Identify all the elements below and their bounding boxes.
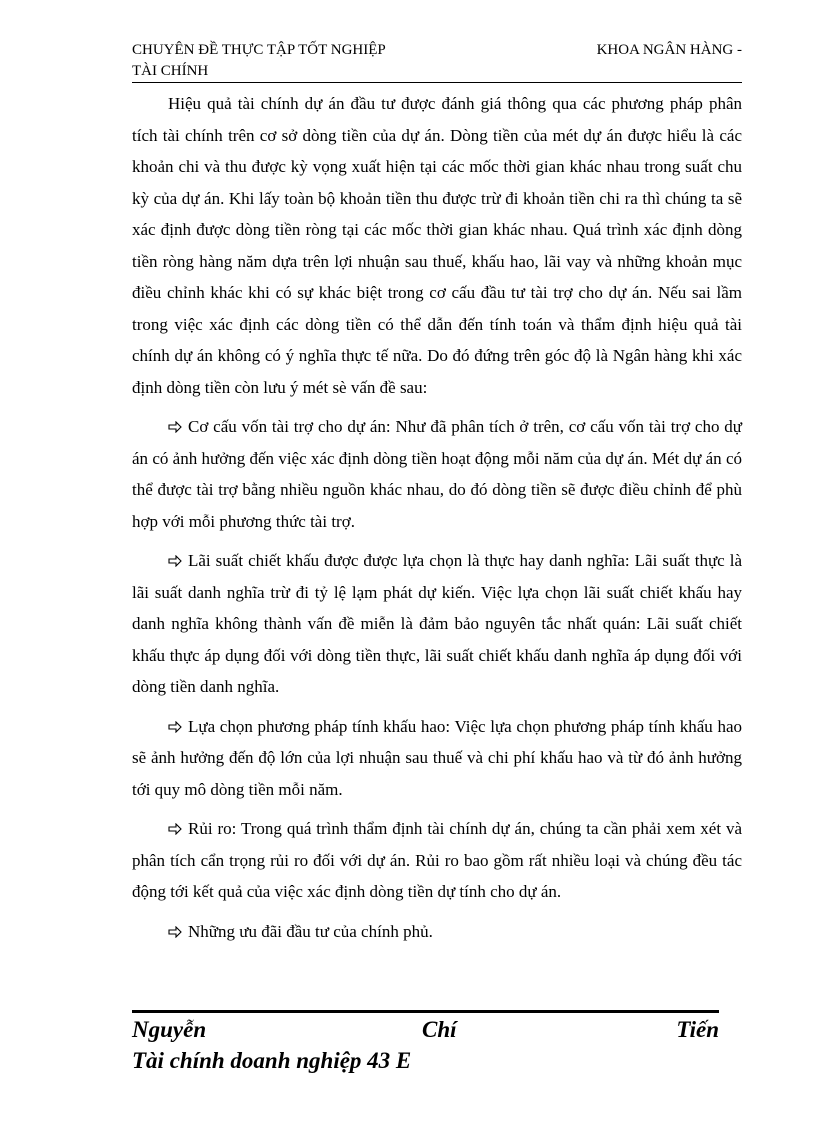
bullet-paragraph <box>132 711 742 806</box>
header-department: KHOA NGÂN HÀNG - <box>596 42 742 58</box>
bullet-paragraph <box>132 411 742 537</box>
bullet-paragraph <box>132 916 742 948</box>
bullet-paragraph <box>132 813 742 908</box>
paragraph-text: Lãi suất chiết khấu được được lựa chọn là thực hay danh nghĩa: Lãi suất thực là lãi suất danh nghĩa trừ đi tỷ lệ lạm phát dự kiến. Việc lựa chọn lãi suất chiết khấu hay danh nghĩa không thành vấn đề miễn là đảm bảo nguyên tắc nhất quán: Lãi suất chiết khấu thực áp dụng đối với dòng tiền thực, lãi suất chiết khấu danh nghĩa áp dụng đối với dòng tiền danh nghĩa. <box>132 551 742 696</box>
right-arrow-icon <box>168 421 182 433</box>
paragraph-text: Lựa chọn phương pháp tính khấu hao: Việc lựa chọn phương pháp tính khấu hao sẽ ảnh hưởng đến độ lớn của lợi nhuận sau thuế và chi phí khấu hao và từ đó ảnh hưởng tới quy mô dòng tiền mỗi năm. <box>132 716 742 799</box>
right-arrow-icon <box>168 823 182 835</box>
footer-divider <box>132 1010 719 1013</box>
page-footer <box>132 1014 719 1076</box>
page-header <box>132 40 742 83</box>
right-arrow-icon <box>168 926 182 938</box>
right-arrow-icon <box>168 555 182 567</box>
paragraph-text: Hiệu quả tài chính dự án đầu tư được đánh giá thông qua các phương pháp phân tích tài chính trên cơ sở dòng tiền của dự án. Dòng tiền của mét dự án được hiểu là các khoản chi và thu được kỳ vọng xuất hiện tại các mốc thời gian khác nhau trong suất chu kỳ của dự án. Khi lấy toàn bộ khoản tiền thu được trừ đi khoản tiền chi ra thì chúng ta sẽ xác định được dòng tiền ròng tại các mốc thời gian khác nhau. Quá trình xác định dòng tiền ròng hàng năm dựa trên lợi nhuận sau thuế, khấu hao, lãi vay và những khoản mục điều chỉnh khác khi có sự khác biệt trong cơ cấu đầu tư tài trợ cho dự án. Nếu sai lầm trong việc xác định các dòng tiền có thể dẫn đến tính toán và thẩm định hiệu quả tài chính dự án không có ý nghĩa thực tế nữa. Do đó đứng trên góc độ là Ngân hàng khi xác định dòng tiền còn lưu ý mét sè vấn đề sau: <box>132 94 742 397</box>
bullet-paragraph <box>132 545 742 703</box>
paragraph-text: Cơ cấu vốn tài trợ cho dự án: Như đã phân tích ở trên, cơ cấu vốn tài trợ cho dự án có ảnh hưởng đến việc xác định dòng tiền hoạt động mỗi năm của dự án. Mét dự án có thể được tài trợ bằng nhiều nguồn khác nhau, do đó dòng tiền sẽ được điều chỉnh để phù hợp với mỗi phương thức tài trợ. <box>132 417 742 531</box>
author-given-name: Tiến <box>676 1017 719 1042</box>
author-surname: Nguyễn <box>132 1017 207 1042</box>
header-title: CHUYÊN ĐỀ THỰC TẬP TỐT NGHIỆP <box>132 42 386 58</box>
author-class: Tài chính doanh nghiệp 43 E <box>132 1048 412 1073</box>
document-body <box>132 88 742 955</box>
header-department-continued: TÀI CHÍNH <box>132 63 209 79</box>
right-arrow-icon <box>168 721 182 733</box>
paragraph-text: Rủi ro: Trong quá trình thẩm định tài chính dự án, chúng ta cần phải xem xét và phân tích cẩn trọng rủi ro đối với dự án. Rủi ro bao gồm rất nhiều loại và chúng đều tác động tới kết quả của việc xác định dòng tiền dự tính cho dự án. <box>132 819 742 901</box>
author-middle-name: Chí <box>422 1017 457 1042</box>
paragraph-text: Những ưu đãi đầu tư của chính phủ. <box>188 921 433 941</box>
intro-paragraph <box>132 88 742 403</box>
author-name <box>132 1014 719 1045</box>
